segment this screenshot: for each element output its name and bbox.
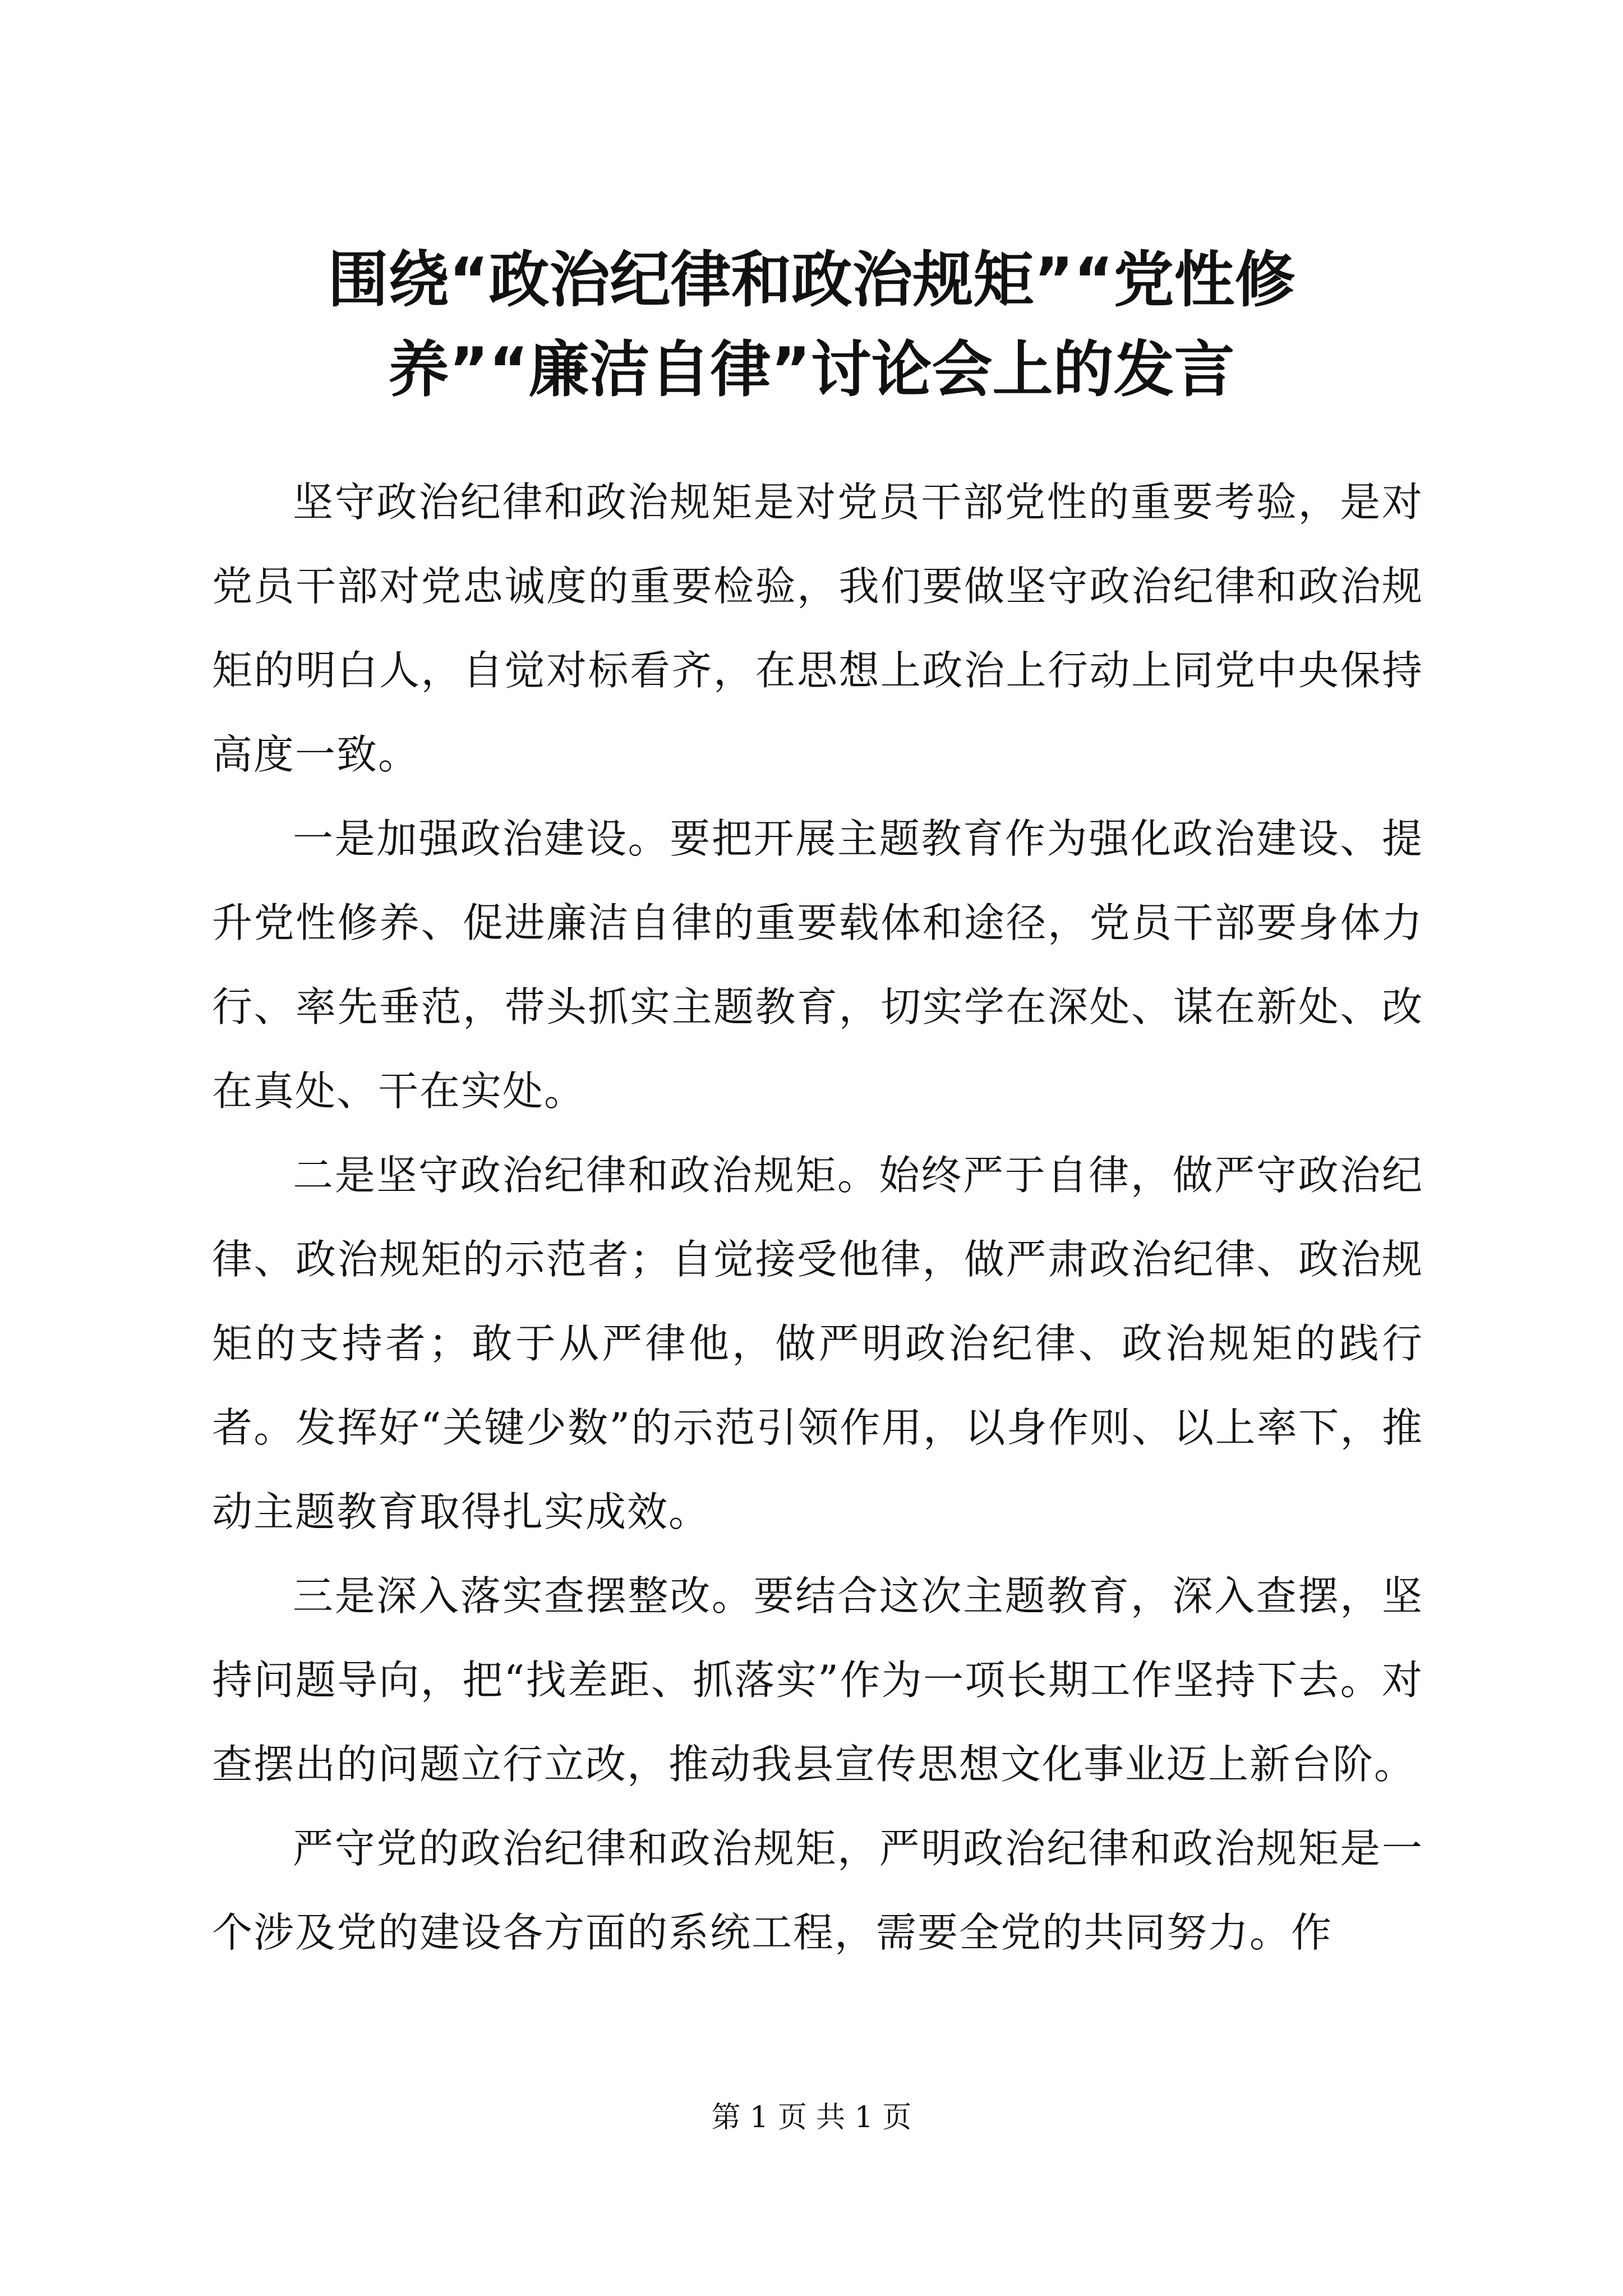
paragraph-political-building: 一是加强政治建设。要把开展主题教育作为强化政治建设、提升党性修养、促进廉洁自律的重要载体和途径，党员干部要身体力行、率先垂范，带头抓实主题教育，切实学在深处、谋在新处、改在真处、干在实处。 bbox=[212, 815, 1423, 1115]
paragraph-closing: 严守党的政治纪律和政治规矩，严明政治纪律和政治规矩是一个涉及党的建设各方面的系统工程，需要全党的共同努力。作 bbox=[212, 1825, 1423, 1956]
paragraph-intro: 坚守政治纪律和政治规矩是对党员干部党性的重要考验，是对党员干部对党忠诚度的重要检验，我们要做坚守政治纪律和政治规矩的明白人，自觉对标看齐，在思想上政治上行动上同党中央保持高度一致。 bbox=[212, 478, 1423, 778]
paragraph-rectification: 三是深入落实查摆整改。要结合这次主题教育，深入查摆，坚持问题导向，把“找差距、抓落实”作为一项长期工作坚持下去。对查摆出的问题立行立改，推动我县宣传思想文化事业迈上新台阶。 bbox=[212, 1572, 1423, 1788]
document-body bbox=[212, 460, 1423, 1975]
paragraph-discipline-rules: 二是坚守政治纪律和政治规矩。始终严于自律，做严守政治纪律、政治规矩的示范者；自觉接受他律，做严肃政治纪律、政治规矩的支持者；敢于从严律他，做严明政治纪律、政治规矩的践行者。发挥好“关键少数”的示范引领作用，以身作则、以上率下，推动主题教育取得扎实成效。 bbox=[212, 1152, 1423, 1535]
page-title bbox=[185, 236, 1438, 415]
page-footer: 第 1 页 共 1 页 bbox=[711, 2101, 912, 2134]
title-line-2: 养”“廉洁自律”讨论会上的发言 bbox=[388, 335, 1235, 405]
title-line-1: 围绕“政治纪律和政治规矩”“党性修 bbox=[328, 245, 1295, 315]
